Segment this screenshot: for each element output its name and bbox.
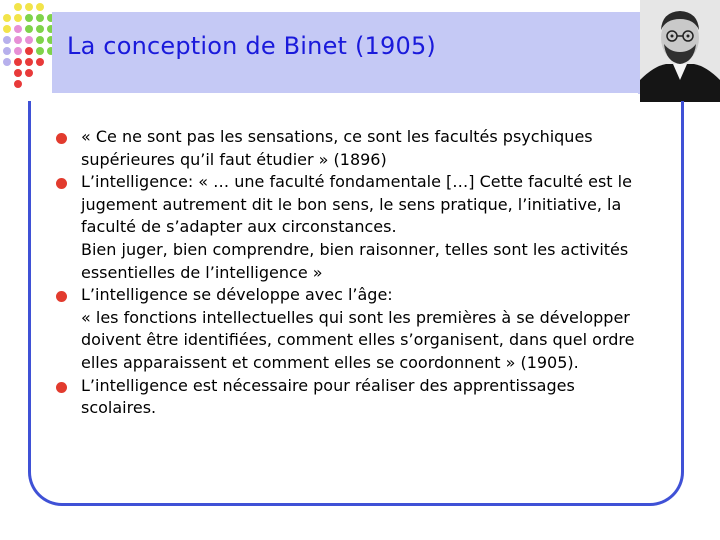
deco-dot [25, 14, 33, 22]
deco-dot [25, 47, 33, 55]
slide-title: La conception de Binet (1905) [67, 32, 436, 60]
deco-dot [14, 3, 22, 11]
bullet-dot-icon [56, 291, 67, 302]
deco-dot [14, 36, 22, 44]
deco-dot [14, 58, 22, 66]
bullet-dot-icon [56, 382, 67, 393]
deco-dot [25, 25, 33, 33]
deco-dot [14, 25, 22, 33]
deco-dot [3, 47, 11, 55]
deco-dot [3, 14, 11, 22]
deco-dot [25, 36, 33, 44]
bullet-item [48, 284, 668, 374]
deco-dot [25, 69, 33, 77]
deco-dot [14, 80, 22, 88]
bullet-item [48, 375, 668, 420]
decorative-dot-grid [0, 0, 60, 95]
title-divider [40, 93, 638, 97]
deco-dot [3, 36, 11, 44]
portrait-image [640, 0, 720, 102]
bullet-dot-icon [56, 178, 67, 189]
bullet-text: L’intelligence est nécessaire pour réaliser des apprentissages scolaires. [81, 375, 575, 418]
deco-dot [3, 58, 11, 66]
deco-dot [25, 58, 33, 66]
deco-dot [14, 69, 22, 77]
deco-dot [36, 25, 44, 33]
deco-dot [36, 14, 44, 22]
deco-dot [3, 25, 11, 33]
bullet-item [48, 126, 668, 171]
deco-dot [36, 47, 44, 55]
deco-dot [14, 14, 22, 22]
bullet-text: L’intelligence se développe avec l’âge: « les fonctions intellectuelles qui sont les premières à se développer doivent être identifiées, comment elles s’organisent, dans quel ordre elles apparaissent et comment elles se coordonnent » (1905). [81, 285, 635, 372]
deco-dot [25, 3, 33, 11]
deco-dot [36, 3, 44, 11]
bullet-text: L’intelligence: « … une faculté fondamentale […] Cette faculté est le jugement autrement dit le bon sens, le sens pratique, l’initiative, la faculté de s’adapter aux circonstances. Bien juger, bien comprendre, bien raisonner, telles sont les activités essentielles de l’intelligence » [81, 172, 632, 282]
deco-dot [14, 47, 22, 55]
bullet-dot-icon [56, 133, 67, 144]
bullet-item [48, 171, 668, 284]
bullet-text: « Ce ne sont pas les sensations, ce sont les facultés psychiques supérieures qu’il faut étudier » (1896) [81, 127, 593, 169]
deco-dot [36, 36, 44, 44]
portrait-icon [640, 0, 720, 102]
deco-dot [36, 58, 44, 66]
bullet-list [48, 126, 668, 420]
